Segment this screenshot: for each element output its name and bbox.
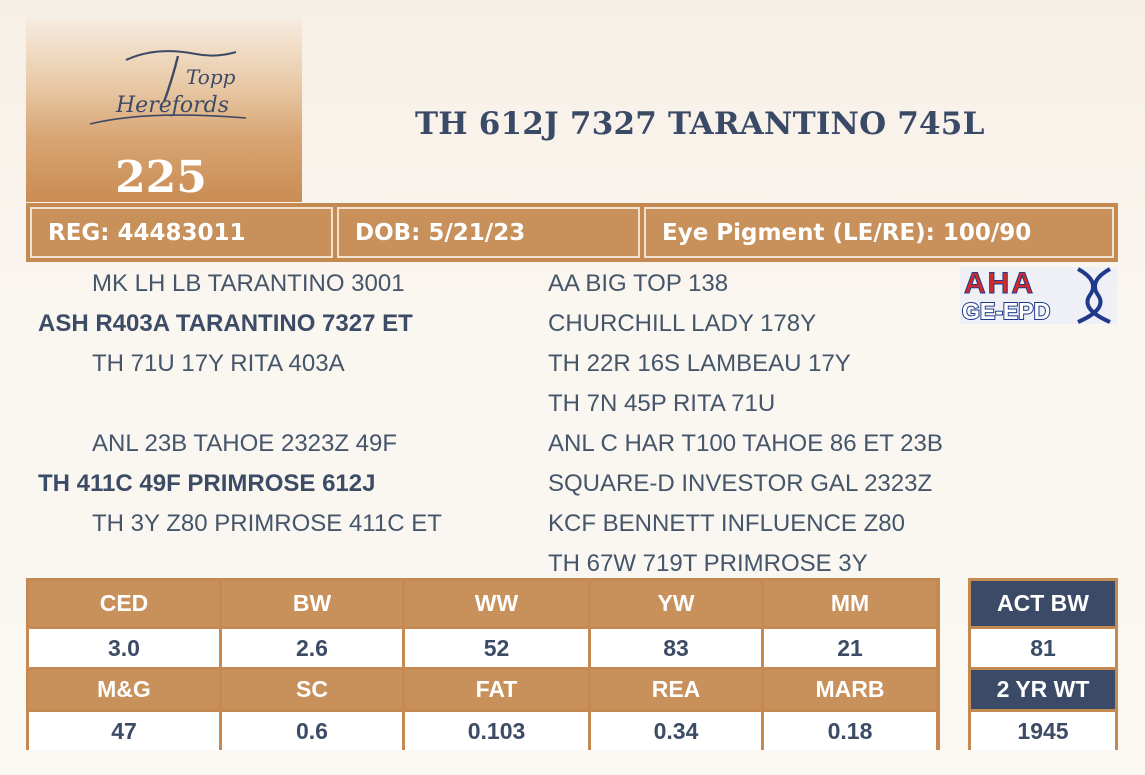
epd-header-mg: M&G bbox=[29, 670, 219, 709]
epd-header-ww: WW bbox=[405, 581, 588, 626]
registration-number: REG: 44483011 bbox=[30, 207, 333, 258]
epd-table bbox=[26, 578, 940, 750]
two-yr-wt-value: 1945 bbox=[971, 712, 1115, 750]
lot-number: 225 bbox=[115, 152, 207, 203]
topp-herefords-logo bbox=[86, 40, 266, 130]
date-of-birth: DOB: 5/21/23 bbox=[337, 207, 640, 258]
epd-value-mm: 21 bbox=[764, 629, 936, 667]
two-yr-wt-header: 2 YR WT bbox=[971, 670, 1115, 709]
svg-text:Herefords: Herefords bbox=[116, 93, 230, 118]
epd-value-bw: 2.6 bbox=[222, 629, 402, 667]
pedigree-right-1: AA BIG TOP 138 bbox=[548, 270, 729, 297]
pedigree-sire-dam: TH 71U 17Y RITA 403A bbox=[92, 350, 345, 377]
svg-text:AHA: AHA bbox=[964, 267, 1035, 300]
epd-header-bw: BW bbox=[222, 581, 402, 626]
epd-value-rea: 0.34 bbox=[591, 712, 761, 750]
epd-value-mg: 47 bbox=[29, 712, 219, 750]
epd-header-rea: REA bbox=[591, 670, 761, 709]
pedigree-right-7: KCF BENNETT INFLUENCE Z80 bbox=[548, 510, 905, 537]
pedigree-dam: TH 411C 49F PRIMROSE 612J bbox=[38, 470, 376, 497]
act-bw-value: 81 bbox=[971, 629, 1115, 667]
pedigree-sire-sire: MK LH LB TARANTINO 3001 bbox=[92, 270, 405, 297]
pedigree-right-6: SQUARE-D INVESTOR GAL 2323Z bbox=[548, 470, 933, 497]
epd-header-ced: CED bbox=[29, 581, 219, 626]
eye-pigment: Eye Pigment (LE/RE): 100/90 bbox=[644, 207, 1114, 258]
svg-text:Topp: Topp bbox=[186, 65, 236, 89]
epd-value-ced: 3.0 bbox=[29, 629, 219, 667]
pedigree-dam-dam: TH 3Y Z80 PRIMROSE 411C ET bbox=[92, 510, 442, 537]
aha-ge-epd-logo bbox=[960, 267, 1117, 324]
epd-value-sc: 0.6 bbox=[222, 712, 402, 750]
pedigree-right-5: ANL C HAR T100 TAHOE 86 ET 23B bbox=[548, 430, 943, 457]
epd-value-ww: 52 bbox=[405, 629, 588, 667]
pedigree-right-2: CHURCHILL LADY 178Y bbox=[548, 310, 817, 337]
pedigree-sire: ASH R403A TARANTINO 7327 ET bbox=[38, 310, 413, 337]
actual-weights-table bbox=[968, 578, 1118, 750]
aha-ge-epd-badge bbox=[960, 267, 1117, 324]
epd-header-sc: SC bbox=[222, 670, 402, 709]
epd-header-marb: MARB bbox=[764, 670, 936, 709]
epd-value-marb: 0.18 bbox=[764, 712, 936, 750]
svg-text:GE-EPD: GE-EPD bbox=[962, 298, 1051, 324]
epd-header-yw: YW bbox=[591, 581, 761, 626]
pedigree-right-8: TH 67W 719T PRIMROSE 3Y bbox=[548, 550, 868, 577]
epd-header-mm: MM bbox=[764, 581, 936, 626]
logo-panel bbox=[26, 18, 302, 202]
pedigree-dam-sire: ANL 23B TAHOE 2323Z 49F bbox=[92, 430, 398, 457]
epd-value-fat: 0.103 bbox=[405, 712, 588, 750]
pedigree-right-3: TH 22R 16S LAMBEAU 17Y bbox=[548, 350, 851, 377]
animal-name-title: TH 612J 7327 TARANTINO 745L bbox=[415, 106, 985, 142]
act-bw-header: ACT BW bbox=[971, 581, 1115, 626]
epd-value-yw: 83 bbox=[591, 629, 761, 667]
epd-header-fat: FAT bbox=[405, 670, 588, 709]
info-bar bbox=[26, 203, 1118, 262]
pedigree-right-4: TH 7N 45P RITA 71U bbox=[548, 390, 776, 417]
